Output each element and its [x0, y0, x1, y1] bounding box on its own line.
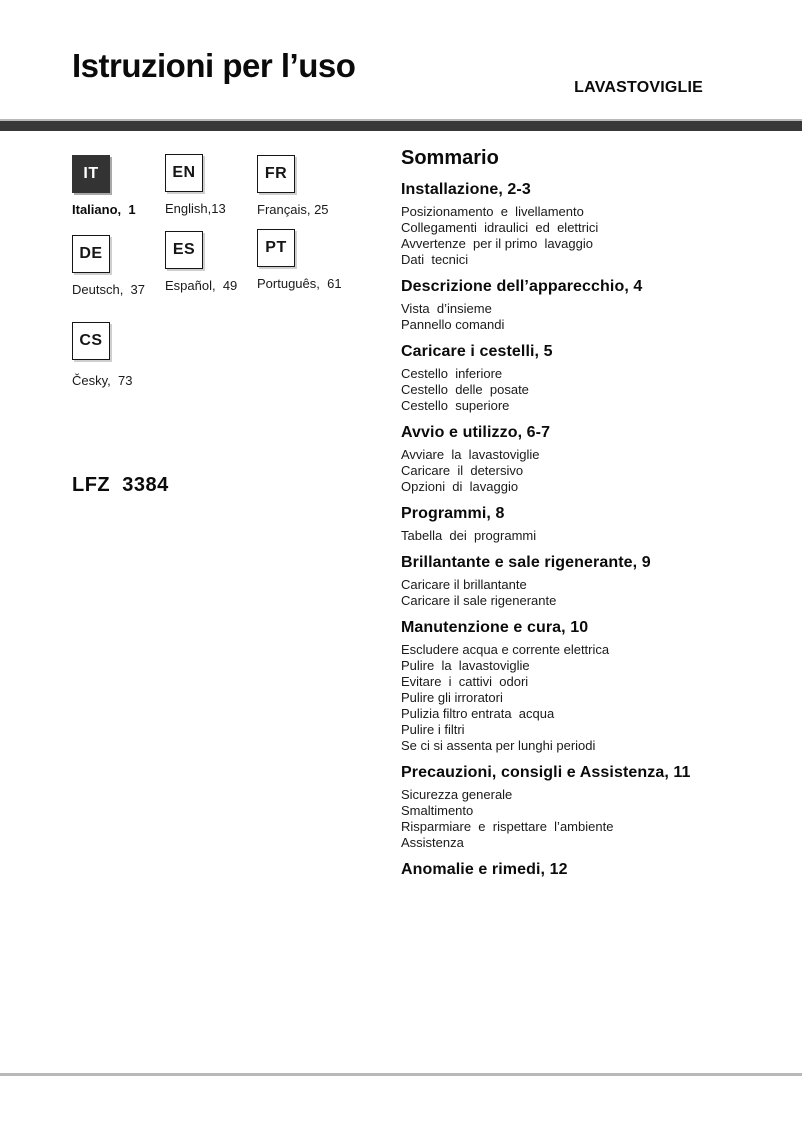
language-label-cesky: Česky, 73 — [72, 373, 133, 388]
toc-item: Collegamenti idraulici ed elettrici — [401, 220, 599, 235]
toc-item: Avviare la lavastoviglie — [401, 447, 540, 462]
toc-item: Opzioni di lavaggio — [401, 479, 519, 494]
toc-item-list — [401, 787, 797, 851]
language-entry-english — [165, 154, 257, 216]
toc-section-precauzioni-consigli — [401, 763, 797, 851]
toc-item-list — [401, 528, 797, 544]
toc-section-installazione — [401, 180, 797, 268]
toc-item: Pulizia filtro entrata acqua — [401, 706, 555, 721]
language-label-deutsch: Deutsch, 37 — [72, 282, 145, 297]
toc-item: Pulire gli irroratori — [401, 690, 503, 705]
language-label-francais: Français, 25 — [257, 202, 329, 217]
toc-section-title: Anomalie e rimedi, 12 — [401, 861, 568, 878]
language-badge-es: ES — [165, 231, 203, 269]
language-entry-cesky — [72, 322, 164, 388]
language-entry-italiano — [72, 155, 164, 217]
toc-section-title: Avvio e utilizzo, 6-7 — [401, 424, 551, 441]
toc-section-descrizione — [401, 277, 797, 333]
toc-section-manutenzione-cura — [401, 618, 797, 754]
toc-item: Cestello inferiore — [401, 366, 503, 381]
toc-section-title: Caricare i cestelli, 5 — [401, 343, 553, 360]
toc-item-list — [401, 577, 797, 609]
language-entry-deutsch — [72, 235, 164, 297]
toc-item-list — [401, 642, 797, 754]
toc-item: Caricare il detersivo — [401, 463, 524, 478]
language-label-espanol: Español, 49 — [165, 278, 238, 293]
toc-item-list — [401, 301, 797, 333]
toc-item: Se ci si assenta per lunghi periodi — [401, 738, 596, 753]
toc-section-title: Descrizione dell’apparecchio, 4 — [401, 278, 643, 295]
language-badge-cs: CS — [72, 322, 110, 360]
toc-section-programmi — [401, 504, 797, 544]
toc-item: Cestello delle posate — [401, 382, 529, 397]
toc-item: Escludere acqua e corrente elettrica — [401, 642, 610, 657]
toc-item: Pannello comandi — [401, 317, 505, 332]
language-label-portugues: Português, 61 — [257, 276, 342, 291]
toc-item: Posizionamento e livellamento — [401, 204, 584, 219]
model-number: LFZ 3384 — [72, 474, 169, 496]
toc-item: Assistenza — [401, 835, 464, 850]
toc-section-title: Precauzioni, consigli e Assistenza, 11 — [401, 764, 691, 781]
appliance-type-label: LAVASTOVIGLIE — [574, 79, 703, 96]
toc-item: Pulire la lavastoviglie — [401, 658, 530, 673]
toc-section-title: Installazione, 2-3 — [401, 181, 531, 198]
toc-item: Cestello superiore — [401, 398, 510, 413]
toc-section-brillantante-sale — [401, 553, 797, 609]
header-divider-bar — [0, 119, 802, 131]
toc-item: Smaltimento — [401, 803, 474, 818]
toc-item: Caricare il sale rigenerante — [401, 593, 557, 608]
toc-item: Dati tecnici — [401, 252, 469, 267]
page-title: Istruzioni per l’uso — [72, 47, 356, 85]
toc-section-title: Brillantante e sale rigenerante, 9 — [401, 554, 651, 571]
language-badge-de: DE — [72, 235, 110, 273]
table-of-contents — [401, 146, 797, 884]
language-label-italiano: Italiano, 1 — [72, 202, 136, 217]
toc-item-list — [401, 366, 797, 414]
footer-divider-line — [0, 1073, 802, 1076]
language-entry-espanol — [165, 231, 257, 293]
toc-item-list — [401, 447, 797, 495]
language-entry-francais — [257, 155, 349, 217]
toc-section-title: Programmi, 8 — [401, 505, 505, 522]
toc-item: Caricare il brillantante — [401, 577, 527, 592]
toc-section-anomalie-rimedi — [401, 860, 797, 880]
toc-section-avvio-utilizzo — [401, 423, 797, 495]
language-label-english: English,13 — [165, 201, 226, 216]
language-badge-en: EN — [165, 154, 203, 192]
language-badge-it: IT — [72, 155, 110, 193]
language-entry-portugues — [257, 229, 349, 291]
toc-item-list — [401, 204, 797, 268]
toc-item: Sicurezza generale — [401, 787, 513, 802]
toc-heading: Sommario — [401, 147, 499, 169]
toc-item: Risparmiare e rispettare l’ambiente — [401, 819, 614, 834]
toc-item: Pulire i filtri — [401, 722, 465, 737]
language-badge-pt: PT — [257, 229, 295, 267]
toc-section-title: Manutenzione e cura, 10 — [401, 619, 589, 636]
toc-item: Avvertenze per il primo lavaggio — [401, 236, 593, 251]
toc-item: Tabella dei programmi — [401, 528, 537, 543]
toc-section-caricare-cestelli — [401, 342, 797, 414]
language-badge-fr: FR — [257, 155, 295, 193]
toc-item: Vista d’insieme — [401, 301, 492, 316]
toc-item: Evitare i cattivi odori — [401, 674, 529, 689]
